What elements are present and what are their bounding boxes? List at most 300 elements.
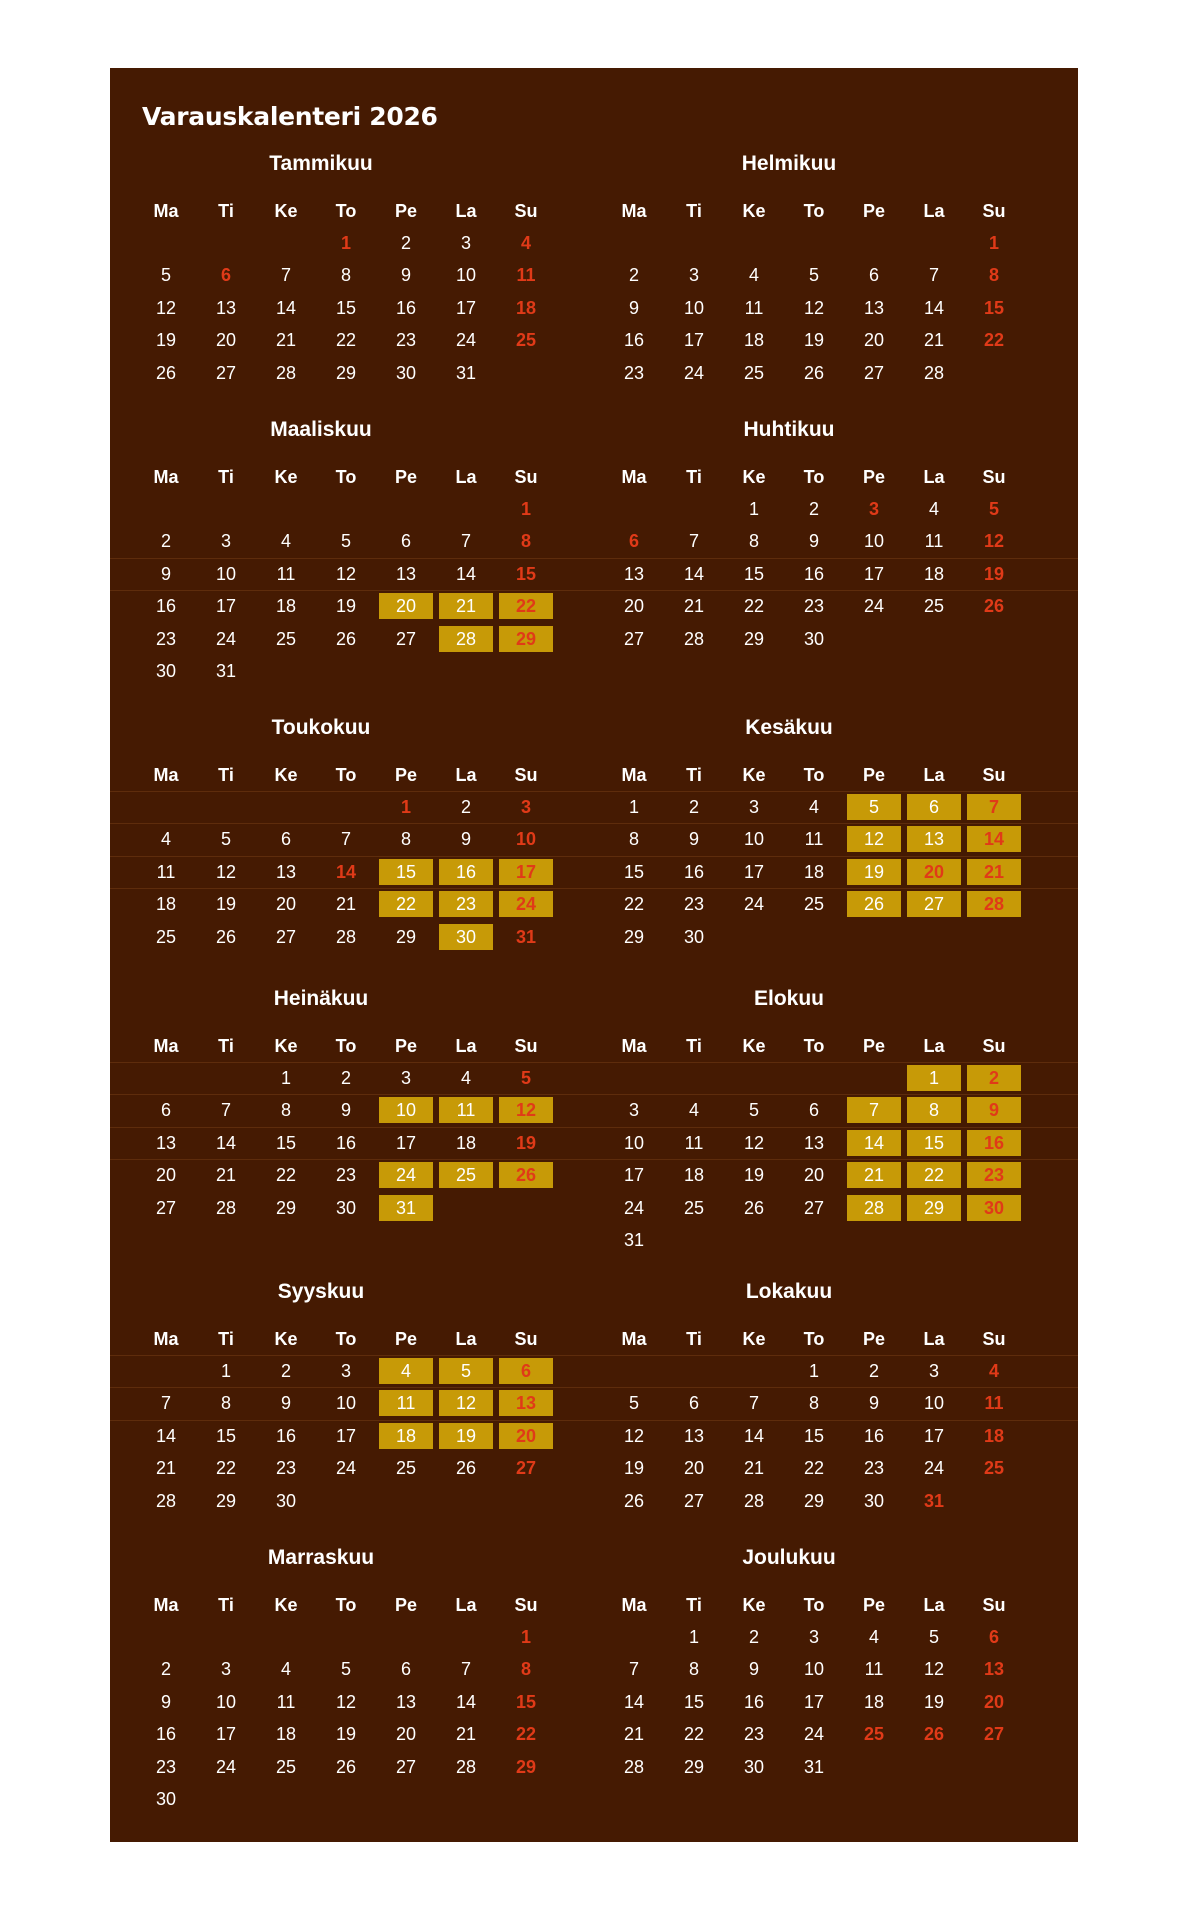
day-cell[interactable]: 15: [275, 1132, 297, 1153]
day-cell[interactable]: 19: [923, 1691, 945, 1712]
day-cell[interactable]: 10: [515, 829, 537, 850]
day-cell[interactable]: 2: [628, 265, 639, 286]
day-cell[interactable]: 11: [276, 563, 296, 584]
day-cell[interactable]: 9: [748, 1659, 759, 1680]
day-cell[interactable]: 26: [983, 596, 1005, 617]
day-cell[interactable]: 19: [983, 563, 1005, 584]
day-cell[interactable]: 14: [743, 1425, 765, 1446]
day-cell[interactable]: 1: [808, 1361, 819, 1381]
day-cell-booked[interactable]: 22: [907, 1162, 961, 1188]
day-cell[interactable]: 2: [460, 797, 471, 817]
day-cell[interactable]: 18: [455, 1132, 477, 1153]
day-cell-booked[interactable]: 31: [379, 1195, 433, 1221]
day-cell-booked[interactable]: 29: [907, 1195, 961, 1221]
day-cell[interactable]: 11: [864, 1659, 884, 1680]
day-cell[interactable]: 4: [868, 1627, 879, 1647]
day-cell[interactable]: 18: [515, 297, 537, 318]
day-cell-booked[interactable]: 23: [967, 1162, 1021, 1188]
day-cell[interactable]: 29: [683, 1756, 705, 1777]
day-cell[interactable]: 7: [280, 265, 291, 286]
day-cell[interactable]: 15: [515, 563, 537, 584]
day-cell[interactable]: 22: [623, 894, 645, 915]
day-cell[interactable]: 2: [748, 1627, 759, 1647]
day-cell-booked[interactable]: 18: [379, 1423, 433, 1449]
day-cell-booked[interactable]: 28: [439, 626, 493, 652]
day-cell-booked[interactable]: 21: [847, 1162, 901, 1188]
day-cell[interactable]: 31: [923, 1490, 945, 1511]
day-cell[interactable]: 16: [395, 297, 417, 318]
day-cell-booked[interactable]: 17: [499, 859, 553, 885]
day-cell[interactable]: 7: [460, 1659, 471, 1680]
day-cell[interactable]: 11: [804, 829, 824, 850]
day-cell[interactable]: 12: [923, 1659, 945, 1680]
day-cell[interactable]: 16: [863, 1425, 885, 1446]
day-cell[interactable]: 4: [280, 1659, 291, 1680]
day-cell[interactable]: 26: [155, 362, 177, 383]
day-cell[interactable]: 14: [455, 563, 477, 584]
day-cell[interactable]: 26: [803, 362, 825, 383]
day-cell-booked[interactable]: 15: [907, 1130, 961, 1156]
day-cell[interactable]: 13: [623, 563, 645, 584]
day-cell[interactable]: 27: [863, 362, 885, 383]
day-cell[interactable]: 11: [924, 531, 944, 552]
day-cell[interactable]: 14: [275, 297, 297, 318]
day-cell[interactable]: 1: [988, 233, 999, 253]
day-cell[interactable]: 3: [520, 797, 531, 817]
day-cell[interactable]: 18: [983, 1425, 1005, 1446]
day-cell[interactable]: 10: [215, 1691, 237, 1712]
day-cell[interactable]: 3: [628, 1100, 639, 1121]
day-cell[interactable]: 25: [515, 330, 537, 351]
day-cell[interactable]: 17: [743, 861, 765, 882]
day-cell-booked[interactable]: 22: [379, 891, 433, 917]
day-cell[interactable]: 8: [808, 1393, 819, 1414]
day-cell[interactable]: 16: [155, 1724, 177, 1745]
day-cell[interactable]: 25: [803, 894, 825, 915]
day-cell[interactable]: 8: [280, 1100, 291, 1121]
day-cell[interactable]: 24: [215, 628, 237, 649]
day-cell[interactable]: 26: [335, 628, 357, 649]
day-cell[interactable]: 2: [160, 1659, 171, 1680]
day-cell-booked[interactable]: 5: [847, 794, 901, 820]
day-cell[interactable]: 13: [983, 1659, 1005, 1680]
day-cell[interactable]: 29: [515, 1756, 537, 1777]
day-cell[interactable]: 12: [155, 297, 177, 318]
day-cell[interactable]: 19: [623, 1458, 645, 1479]
day-cell[interactable]: 24: [455, 330, 477, 351]
day-cell[interactable]: 8: [220, 1393, 231, 1414]
day-cell[interactable]: 23: [275, 1458, 297, 1479]
day-cell[interactable]: 11: [684, 1132, 704, 1153]
day-cell[interactable]: 13: [683, 1425, 705, 1446]
day-cell[interactable]: 25: [395, 1458, 417, 1479]
day-cell[interactable]: 1: [520, 499, 531, 519]
day-cell[interactable]: 10: [455, 265, 477, 286]
day-cell[interactable]: 17: [803, 1691, 825, 1712]
day-cell[interactable]: 24: [743, 894, 765, 915]
day-cell[interactable]: 4: [748, 265, 759, 286]
day-cell-booked[interactable]: 23: [439, 891, 493, 917]
day-cell[interactable]: 31: [623, 1230, 645, 1250]
day-cell[interactable]: 4: [160, 829, 171, 850]
day-cell-booked[interactable]: 6: [499, 1358, 553, 1384]
day-cell[interactable]: 16: [335, 1132, 357, 1153]
day-cell[interactable]: 18: [743, 330, 765, 351]
day-cell[interactable]: 11: [516, 265, 536, 286]
day-cell[interactable]: 27: [983, 1724, 1005, 1745]
day-cell[interactable]: 16: [275, 1425, 297, 1446]
day-cell[interactable]: 4: [988, 1361, 999, 1381]
day-cell[interactable]: 22: [683, 1724, 705, 1745]
day-cell[interactable]: 29: [395, 926, 417, 947]
day-cell[interactable]: 29: [743, 628, 765, 649]
day-cell[interactable]: 28: [623, 1756, 645, 1777]
day-cell-booked[interactable]: 27: [907, 891, 961, 917]
day-cell[interactable]: 13: [395, 563, 417, 584]
day-cell-booked[interactable]: 30: [967, 1195, 1021, 1221]
day-cell[interactable]: 25: [863, 1724, 885, 1745]
day-cell[interactable]: 20: [155, 1165, 177, 1186]
day-cell[interactable]: 31: [455, 362, 477, 383]
day-cell[interactable]: 13: [863, 297, 885, 318]
day-cell[interactable]: 7: [748, 1393, 759, 1414]
day-cell[interactable]: 26: [215, 926, 237, 947]
day-cell[interactable]: 8: [400, 829, 411, 850]
day-cell[interactable]: 11: [744, 297, 764, 318]
day-cell[interactable]: 5: [340, 531, 351, 552]
day-cell[interactable]: 8: [520, 1659, 531, 1680]
day-cell[interactable]: 10: [863, 531, 885, 552]
day-cell[interactable]: 9: [340, 1100, 351, 1121]
day-cell[interactable]: 7: [688, 531, 699, 552]
day-cell[interactable]: 19: [335, 1724, 357, 1745]
day-cell[interactable]: 3: [688, 265, 699, 286]
day-cell[interactable]: 1: [220, 1361, 231, 1381]
day-cell[interactable]: 28: [335, 926, 357, 947]
day-cell[interactable]: 21: [215, 1165, 237, 1186]
day-cell[interactable]: 26: [743, 1197, 765, 1218]
day-cell[interactable]: 6: [400, 1659, 411, 1680]
day-cell-booked[interactable]: 4: [379, 1358, 433, 1384]
day-cell[interactable]: 22: [803, 1458, 825, 1479]
day-cell[interactable]: 27: [155, 1197, 177, 1218]
day-cell[interactable]: 27: [395, 1756, 417, 1777]
day-cell-booked[interactable]: 7: [967, 794, 1021, 820]
day-cell[interactable]: 2: [808, 499, 819, 519]
day-cell[interactable]: 5: [748, 1100, 759, 1121]
day-cell[interactable]: 26: [455, 1458, 477, 1479]
day-cell[interactable]: 6: [280, 829, 291, 850]
day-cell[interactable]: 15: [515, 1691, 537, 1712]
day-cell-booked[interactable]: 25: [439, 1162, 493, 1188]
day-cell[interactable]: 26: [623, 1490, 645, 1511]
day-cell[interactable]: 10: [743, 829, 765, 850]
day-cell[interactable]: 5: [628, 1393, 639, 1414]
day-cell[interactable]: 1: [688, 1627, 699, 1647]
day-cell[interactable]: 31: [803, 1756, 825, 1777]
day-cell[interactable]: 26: [335, 1756, 357, 1777]
day-cell-booked[interactable]: 5: [439, 1358, 493, 1384]
day-cell-booked[interactable]: 22: [499, 593, 553, 619]
day-cell[interactable]: 4: [808, 797, 819, 817]
day-cell[interactable]: 30: [743, 1756, 765, 1777]
day-cell-booked[interactable]: 1: [907, 1065, 961, 1091]
day-cell[interactable]: 9: [688, 829, 699, 850]
day-cell[interactable]: 25: [275, 628, 297, 649]
day-cell[interactable]: 1: [400, 797, 411, 817]
day-cell[interactable]: 23: [335, 1165, 357, 1186]
day-cell-booked[interactable]: 6: [907, 794, 961, 820]
day-cell[interactable]: 27: [515, 1458, 537, 1479]
day-cell[interactable]: 15: [215, 1425, 237, 1446]
day-cell[interactable]: 24: [683, 362, 705, 383]
day-cell[interactable]: 13: [215, 297, 237, 318]
day-cell-booked[interactable]: 20: [379, 593, 433, 619]
day-cell-booked[interactable]: 29: [499, 626, 553, 652]
day-cell-booked[interactable]: 16: [967, 1130, 1021, 1156]
day-cell[interactable]: 31: [215, 661, 237, 681]
day-cell[interactable]: 21: [683, 596, 705, 617]
day-cell[interactable]: 5: [340, 1659, 351, 1680]
day-cell[interactable]: 12: [623, 1425, 645, 1446]
day-cell[interactable]: 15: [803, 1425, 825, 1446]
day-cell[interactable]: 29: [803, 1490, 825, 1511]
day-cell[interactable]: 7: [628, 1659, 639, 1680]
day-cell[interactable]: 30: [803, 628, 825, 649]
day-cell[interactable]: 6: [628, 531, 639, 552]
day-cell[interactable]: 18: [863, 1691, 885, 1712]
day-cell[interactable]: 9: [628, 297, 639, 318]
day-cell[interactable]: 20: [395, 1724, 417, 1745]
day-cell[interactable]: 20: [863, 330, 885, 351]
day-cell[interactable]: 25: [743, 362, 765, 383]
day-cell[interactable]: 3: [220, 1659, 231, 1680]
day-cell[interactable]: 13: [803, 1132, 825, 1153]
day-cell[interactable]: 6: [988, 1627, 999, 1647]
day-cell[interactable]: 21: [743, 1458, 765, 1479]
day-cell[interactable]: 21: [623, 1724, 645, 1745]
day-cell[interactable]: 17: [455, 297, 477, 318]
day-cell[interactable]: 30: [155, 661, 177, 681]
day-cell[interactable]: 21: [455, 1724, 477, 1745]
day-cell[interactable]: 12: [335, 563, 357, 584]
day-cell[interactable]: 10: [623, 1132, 645, 1153]
day-cell[interactable]: 21: [155, 1458, 177, 1479]
day-cell[interactable]: 18: [275, 1724, 297, 1745]
day-cell[interactable]: 22: [335, 330, 357, 351]
day-cell[interactable]: 19: [515, 1132, 537, 1153]
day-cell-booked[interactable]: 30: [439, 924, 493, 950]
day-cell[interactable]: 18: [923, 563, 945, 584]
day-cell[interactable]: 12: [983, 531, 1005, 552]
day-cell[interactable]: 17: [215, 1724, 237, 1745]
day-cell[interactable]: 31: [515, 926, 537, 947]
day-cell[interactable]: 27: [215, 362, 237, 383]
day-cell[interactable]: 22: [215, 1458, 237, 1479]
day-cell[interactable]: 10: [335, 1393, 357, 1414]
day-cell[interactable]: 27: [395, 628, 417, 649]
day-cell[interactable]: 17: [683, 330, 705, 351]
day-cell[interactable]: 15: [743, 563, 765, 584]
day-cell[interactable]: 9: [160, 563, 171, 584]
day-cell[interactable]: 19: [803, 330, 825, 351]
day-cell[interactable]: 30: [335, 1197, 357, 1218]
day-cell[interactable]: 7: [460, 531, 471, 552]
day-cell[interactable]: 2: [688, 797, 699, 817]
day-cell[interactable]: 20: [623, 596, 645, 617]
day-cell[interactable]: 12: [215, 861, 237, 882]
day-cell-booked[interactable]: 19: [847, 859, 901, 885]
day-cell[interactable]: 10: [803, 1659, 825, 1680]
day-cell[interactable]: 2: [400, 233, 411, 253]
day-cell[interactable]: 11: [156, 861, 176, 882]
day-cell[interactable]: 22: [983, 330, 1005, 351]
day-cell[interactable]: 3: [808, 1627, 819, 1647]
day-cell[interactable]: 22: [743, 596, 765, 617]
day-cell[interactable]: 23: [863, 1458, 885, 1479]
day-cell[interactable]: 1: [520, 1627, 531, 1647]
day-cell[interactable]: 24: [335, 1458, 357, 1479]
day-cell[interactable]: 20: [683, 1458, 705, 1479]
day-cell-booked[interactable]: 10: [379, 1097, 433, 1123]
day-cell[interactable]: 6: [160, 1100, 171, 1121]
day-cell[interactable]: 27: [275, 926, 297, 947]
day-cell[interactable]: 24: [215, 1756, 237, 1777]
day-cell[interactable]: 4: [520, 233, 531, 253]
day-cell[interactable]: 28: [215, 1197, 237, 1218]
day-cell[interactable]: 22: [275, 1165, 297, 1186]
day-cell-booked[interactable]: 2: [967, 1065, 1021, 1091]
day-cell[interactable]: 23: [803, 596, 825, 617]
day-cell[interactable]: 18: [155, 894, 177, 915]
day-cell[interactable]: 21: [923, 330, 945, 351]
day-cell-booked[interactable]: 19: [439, 1423, 493, 1449]
day-cell[interactable]: 2: [160, 531, 171, 552]
day-cell-booked[interactable]: 21: [439, 593, 493, 619]
day-cell[interactable]: 15: [335, 297, 357, 318]
day-cell-booked[interactable]: 14: [967, 826, 1021, 852]
day-cell-booked[interactable]: 20: [907, 859, 961, 885]
day-cell[interactable]: 8: [628, 829, 639, 850]
day-cell[interactable]: 17: [395, 1132, 417, 1153]
day-cell[interactable]: 10: [923, 1393, 945, 1414]
day-cell[interactable]: 3: [748, 797, 759, 817]
day-cell-booked[interactable]: 26: [499, 1162, 553, 1188]
day-cell[interactable]: 7: [928, 265, 939, 286]
day-cell[interactable]: 23: [155, 1756, 177, 1777]
day-cell[interactable]: 9: [460, 829, 471, 850]
day-cell[interactable]: 29: [623, 926, 645, 947]
day-cell[interactable]: 17: [863, 563, 885, 584]
day-cell[interactable]: 23: [155, 628, 177, 649]
day-cell[interactable]: 23: [683, 894, 705, 915]
day-cell[interactable]: 30: [683, 926, 705, 947]
day-cell[interactable]: 17: [335, 1425, 357, 1446]
day-cell[interactable]: 13: [155, 1132, 177, 1153]
day-cell[interactable]: 25: [683, 1197, 705, 1218]
day-cell[interactable]: 28: [923, 362, 945, 383]
day-cell[interactable]: 19: [335, 596, 357, 617]
day-cell-booked[interactable]: 24: [379, 1162, 433, 1188]
day-cell[interactable]: 30: [155, 1789, 177, 1809]
day-cell[interactable]: 28: [743, 1490, 765, 1511]
day-cell-booked[interactable]: 7: [847, 1097, 901, 1123]
day-cell[interactable]: 12: [803, 297, 825, 318]
day-cell[interactable]: 25: [983, 1458, 1005, 1479]
day-cell[interactable]: 30: [395, 362, 417, 383]
day-cell[interactable]: 1: [628, 797, 639, 817]
day-cell[interactable]: 30: [275, 1490, 297, 1511]
day-cell[interactable]: 9: [868, 1393, 879, 1414]
day-cell[interactable]: 30: [863, 1490, 885, 1511]
day-cell[interactable]: 28: [155, 1490, 177, 1511]
day-cell[interactable]: 7: [340, 829, 351, 850]
day-cell[interactable]: 9: [160, 1691, 171, 1712]
day-cell[interactable]: 14: [623, 1691, 645, 1712]
day-cell-booked[interactable]: 21: [967, 859, 1021, 885]
day-cell[interactable]: 9: [400, 265, 411, 286]
day-cell[interactable]: 8: [988, 265, 999, 286]
day-cell[interactable]: 1: [748, 499, 759, 519]
day-cell[interactable]: 3: [220, 531, 231, 552]
day-cell[interactable]: 16: [155, 596, 177, 617]
day-cell[interactable]: 7: [220, 1100, 231, 1121]
day-cell[interactable]: 15: [683, 1691, 705, 1712]
day-cell-booked[interactable]: 16: [439, 859, 493, 885]
day-cell[interactable]: 17: [215, 596, 237, 617]
day-cell[interactable]: 11: [984, 1393, 1004, 1414]
day-cell[interactable]: 13: [275, 861, 297, 882]
day-cell[interactable]: 2: [280, 1361, 291, 1381]
day-cell[interactable]: 11: [276, 1691, 296, 1712]
day-cell[interactable]: 21: [335, 894, 357, 915]
day-cell[interactable]: 20: [983, 1691, 1005, 1712]
day-cell[interactable]: 3: [340, 1361, 351, 1381]
day-cell[interactable]: 19: [215, 894, 237, 915]
day-cell[interactable]: 6: [400, 531, 411, 552]
day-cell[interactable]: 23: [623, 362, 645, 383]
day-cell[interactable]: 25: [923, 596, 945, 617]
day-cell[interactable]: 27: [623, 628, 645, 649]
day-cell[interactable]: 25: [275, 1756, 297, 1777]
day-cell[interactable]: 14: [155, 1425, 177, 1446]
day-cell-booked[interactable]: 12: [847, 826, 901, 852]
day-cell[interactable]: 10: [683, 297, 705, 318]
day-cell[interactable]: 28: [275, 362, 297, 383]
day-cell[interactable]: 3: [400, 1068, 411, 1088]
day-cell-booked[interactable]: 9: [967, 1097, 1021, 1123]
day-cell[interactable]: 12: [335, 1691, 357, 1712]
day-cell-booked[interactable]: 15: [379, 859, 433, 885]
day-cell[interactable]: 24: [923, 1458, 945, 1479]
day-cell[interactable]: 16: [803, 563, 825, 584]
day-cell[interactable]: 6: [868, 265, 879, 286]
day-cell[interactable]: 22: [515, 1724, 537, 1745]
day-cell[interactable]: 27: [683, 1490, 705, 1511]
day-cell[interactable]: 5: [220, 829, 231, 850]
day-cell[interactable]: 14: [215, 1132, 237, 1153]
day-cell[interactable]: 2: [340, 1068, 351, 1088]
day-cell[interactable]: 15: [623, 861, 645, 882]
day-cell-booked[interactable]: 13: [907, 826, 961, 852]
day-cell[interactable]: 8: [748, 531, 759, 552]
day-cell[interactable]: 3: [868, 499, 879, 519]
day-cell-booked[interactable]: 20: [499, 1423, 553, 1449]
day-cell[interactable]: 6: [220, 265, 231, 286]
day-cell[interactable]: 25: [155, 926, 177, 947]
day-cell[interactable]: 1: [280, 1068, 291, 1088]
day-cell[interactable]: 8: [520, 531, 531, 552]
